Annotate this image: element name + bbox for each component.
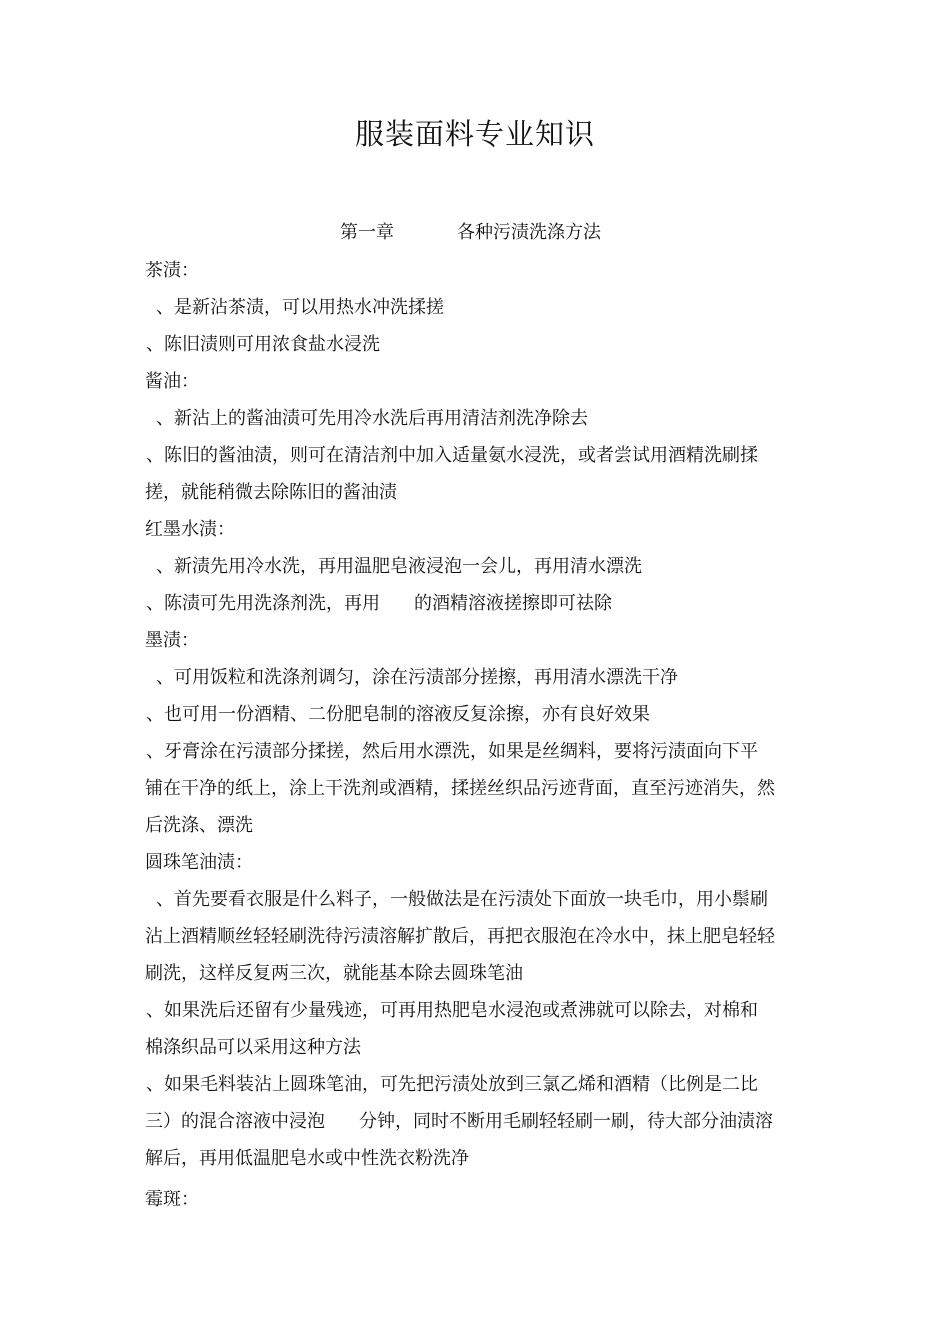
section-heading-tea: 茶渍：	[145, 260, 199, 281]
paragraph-fragment: 的酒精溶液搓擦即可祛除	[414, 593, 612, 614]
paragraph-line: 、新沾上的酱油渍可先用冷水洗后再用清洁剂洗净除去	[156, 408, 588, 429]
chapter-name: 各种污渍洗涤方法	[457, 222, 601, 243]
paragraph-line: 搓，就能稍微去除陈旧的酱油渍	[145, 482, 397, 503]
paragraph-line: 、如果毛料装沾上圆珠笔油，可先把污渍处放到三氯乙烯和酒精（比例是二比	[146, 1074, 758, 1095]
paragraph-line: 、陈旧的酱油渍，则可在清洁剂中加入适量氨水浸洗，或者尝试用酒精洗刷揉	[146, 445, 758, 466]
section-heading-red-ink: 红墨水渍：	[145, 519, 235, 540]
paragraph-line: 、新渍先用冷水洗，再用温肥皂液浸泡一会儿，再用清水漂洗	[156, 556, 642, 577]
paragraph-line-split	[145, 1110, 773, 1134]
paragraph-line: 、牙膏涂在污渍部分揉搓，然后用水漂洗，如果是丝绸料，要将污渍面向下平	[146, 741, 758, 762]
paragraph-line: 铺在干净的纸上，涂上干洗剂或酒精，揉搓丝织品污迹背面，直至污迹消失，然	[145, 778, 775, 799]
section-heading-ink: 墨渍：	[145, 630, 199, 651]
paragraph-line-split	[146, 592, 612, 616]
paragraph-fragment: 三）的混合溶液中浸泡	[145, 1111, 325, 1132]
section-heading-ballpoint: 圆珠笔油渍：	[145, 852, 253, 873]
paragraph-fragment: 分钟，同时不断用毛刷轻轻刷一刷，待大部分油渍溶	[359, 1111, 773, 1132]
paragraph-line: 解后，再用低温肥皂水或中性洗衣粉洗净	[145, 1148, 469, 1169]
paragraph-line: 、陈旧渍则可用浓食盐水浸洗	[146, 334, 380, 355]
paragraph-fragment: 、陈渍可先用洗涤剂洗，再用	[146, 593, 380, 614]
paragraph-line: 、是新沾茶渍，可以用热水冲洗揉搓	[156, 297, 444, 318]
paragraph-line: 、可用饭粒和洗涤剂调匀，涂在污渍部分搓擦，再用清水漂洗干净	[156, 667, 678, 688]
document-title: 服装面料专业知识	[354, 117, 595, 151]
paragraph-line: 、如果洗后还留有少量残迹，可再用热肥皂水浸泡或煮沸就可以除去，对棉和	[146, 1000, 758, 1021]
section-heading-soy-sauce: 酱油：	[145, 371, 199, 392]
paragraph-line: 后洗涤、漂洗	[145, 815, 253, 836]
paragraph-line: 、首先要看衣服是什么料子，一般做法是在污渍处下面放一块毛巾，用小鬃刷	[156, 889, 768, 910]
chapter-number: 第一章	[340, 222, 394, 243]
paragraph-line: 、也可用一份酒精、二份肥皂制的溶液反复涂擦，亦有良好效果	[146, 704, 650, 725]
paragraph-line: 棉涤织品可以采用这种方法	[145, 1037, 361, 1058]
section-heading-mildew: 霉斑：	[145, 1189, 199, 1210]
paragraph-line: 刷洗，这样反复两三次，就能基本除去圆珠笔油	[145, 963, 523, 984]
paragraph-line: 沾上酒精顺丝轻轻刷洗待污渍溶解扩散后，再把衣服泡在冷水中，抹上肥皂轻轻	[145, 926, 775, 947]
